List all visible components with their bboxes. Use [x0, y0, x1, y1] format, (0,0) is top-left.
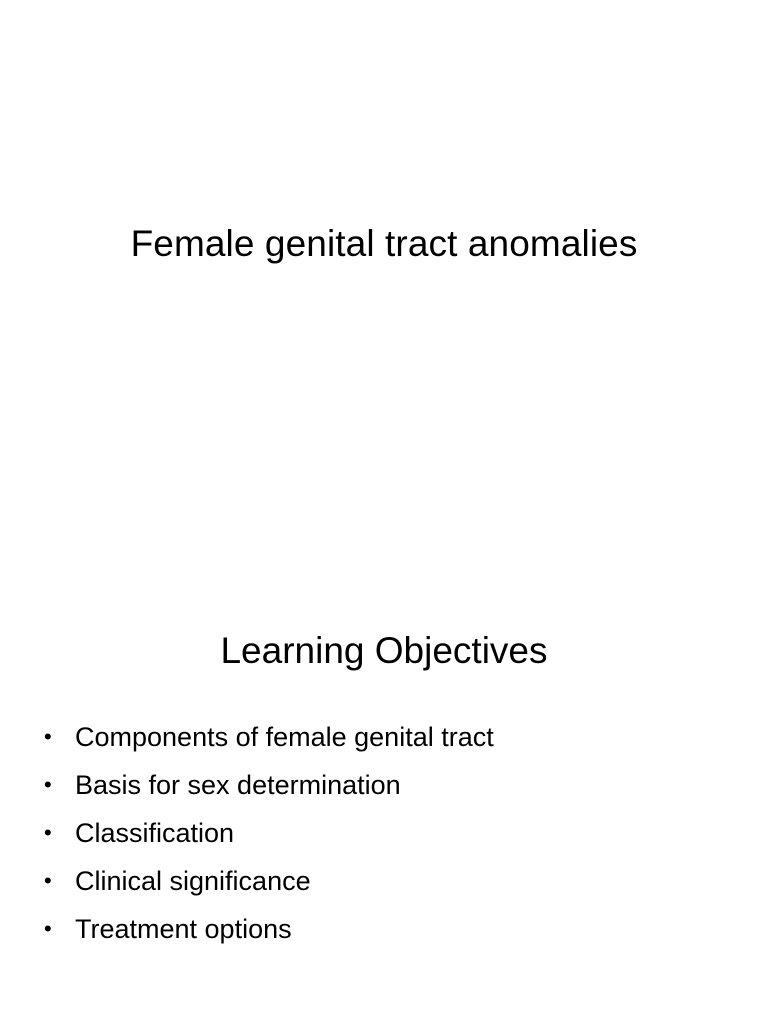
objective-text: Clinical significance: [75, 866, 311, 896]
bullet-icon: •: [44, 868, 52, 893]
objectives-list: [44, 715, 494, 955]
bullet-icon: •: [44, 916, 52, 941]
learning-objectives-heading: Learning Objectives: [220, 630, 548, 671]
bullet-icon: •: [44, 724, 52, 749]
objective-item: [44, 859, 494, 907]
bullet-icon: •: [44, 772, 52, 797]
objective-item: [44, 907, 494, 955]
objective-text: Classification: [75, 818, 235, 848]
objective-item: [44, 763, 494, 811]
objective-item: [44, 715, 494, 763]
objective-item: [44, 811, 494, 859]
objective-text: Basis for sex determination: [75, 770, 401, 800]
bullet-icon: •: [44, 820, 52, 845]
slide-learning-objectives: [0, 512, 768, 1024]
objective-text: Components of female genital tract: [75, 722, 494, 752]
objective-text: Treatment options: [75, 914, 292, 944]
slide-title-heading: Female genital tract anomalies: [130, 223, 638, 264]
